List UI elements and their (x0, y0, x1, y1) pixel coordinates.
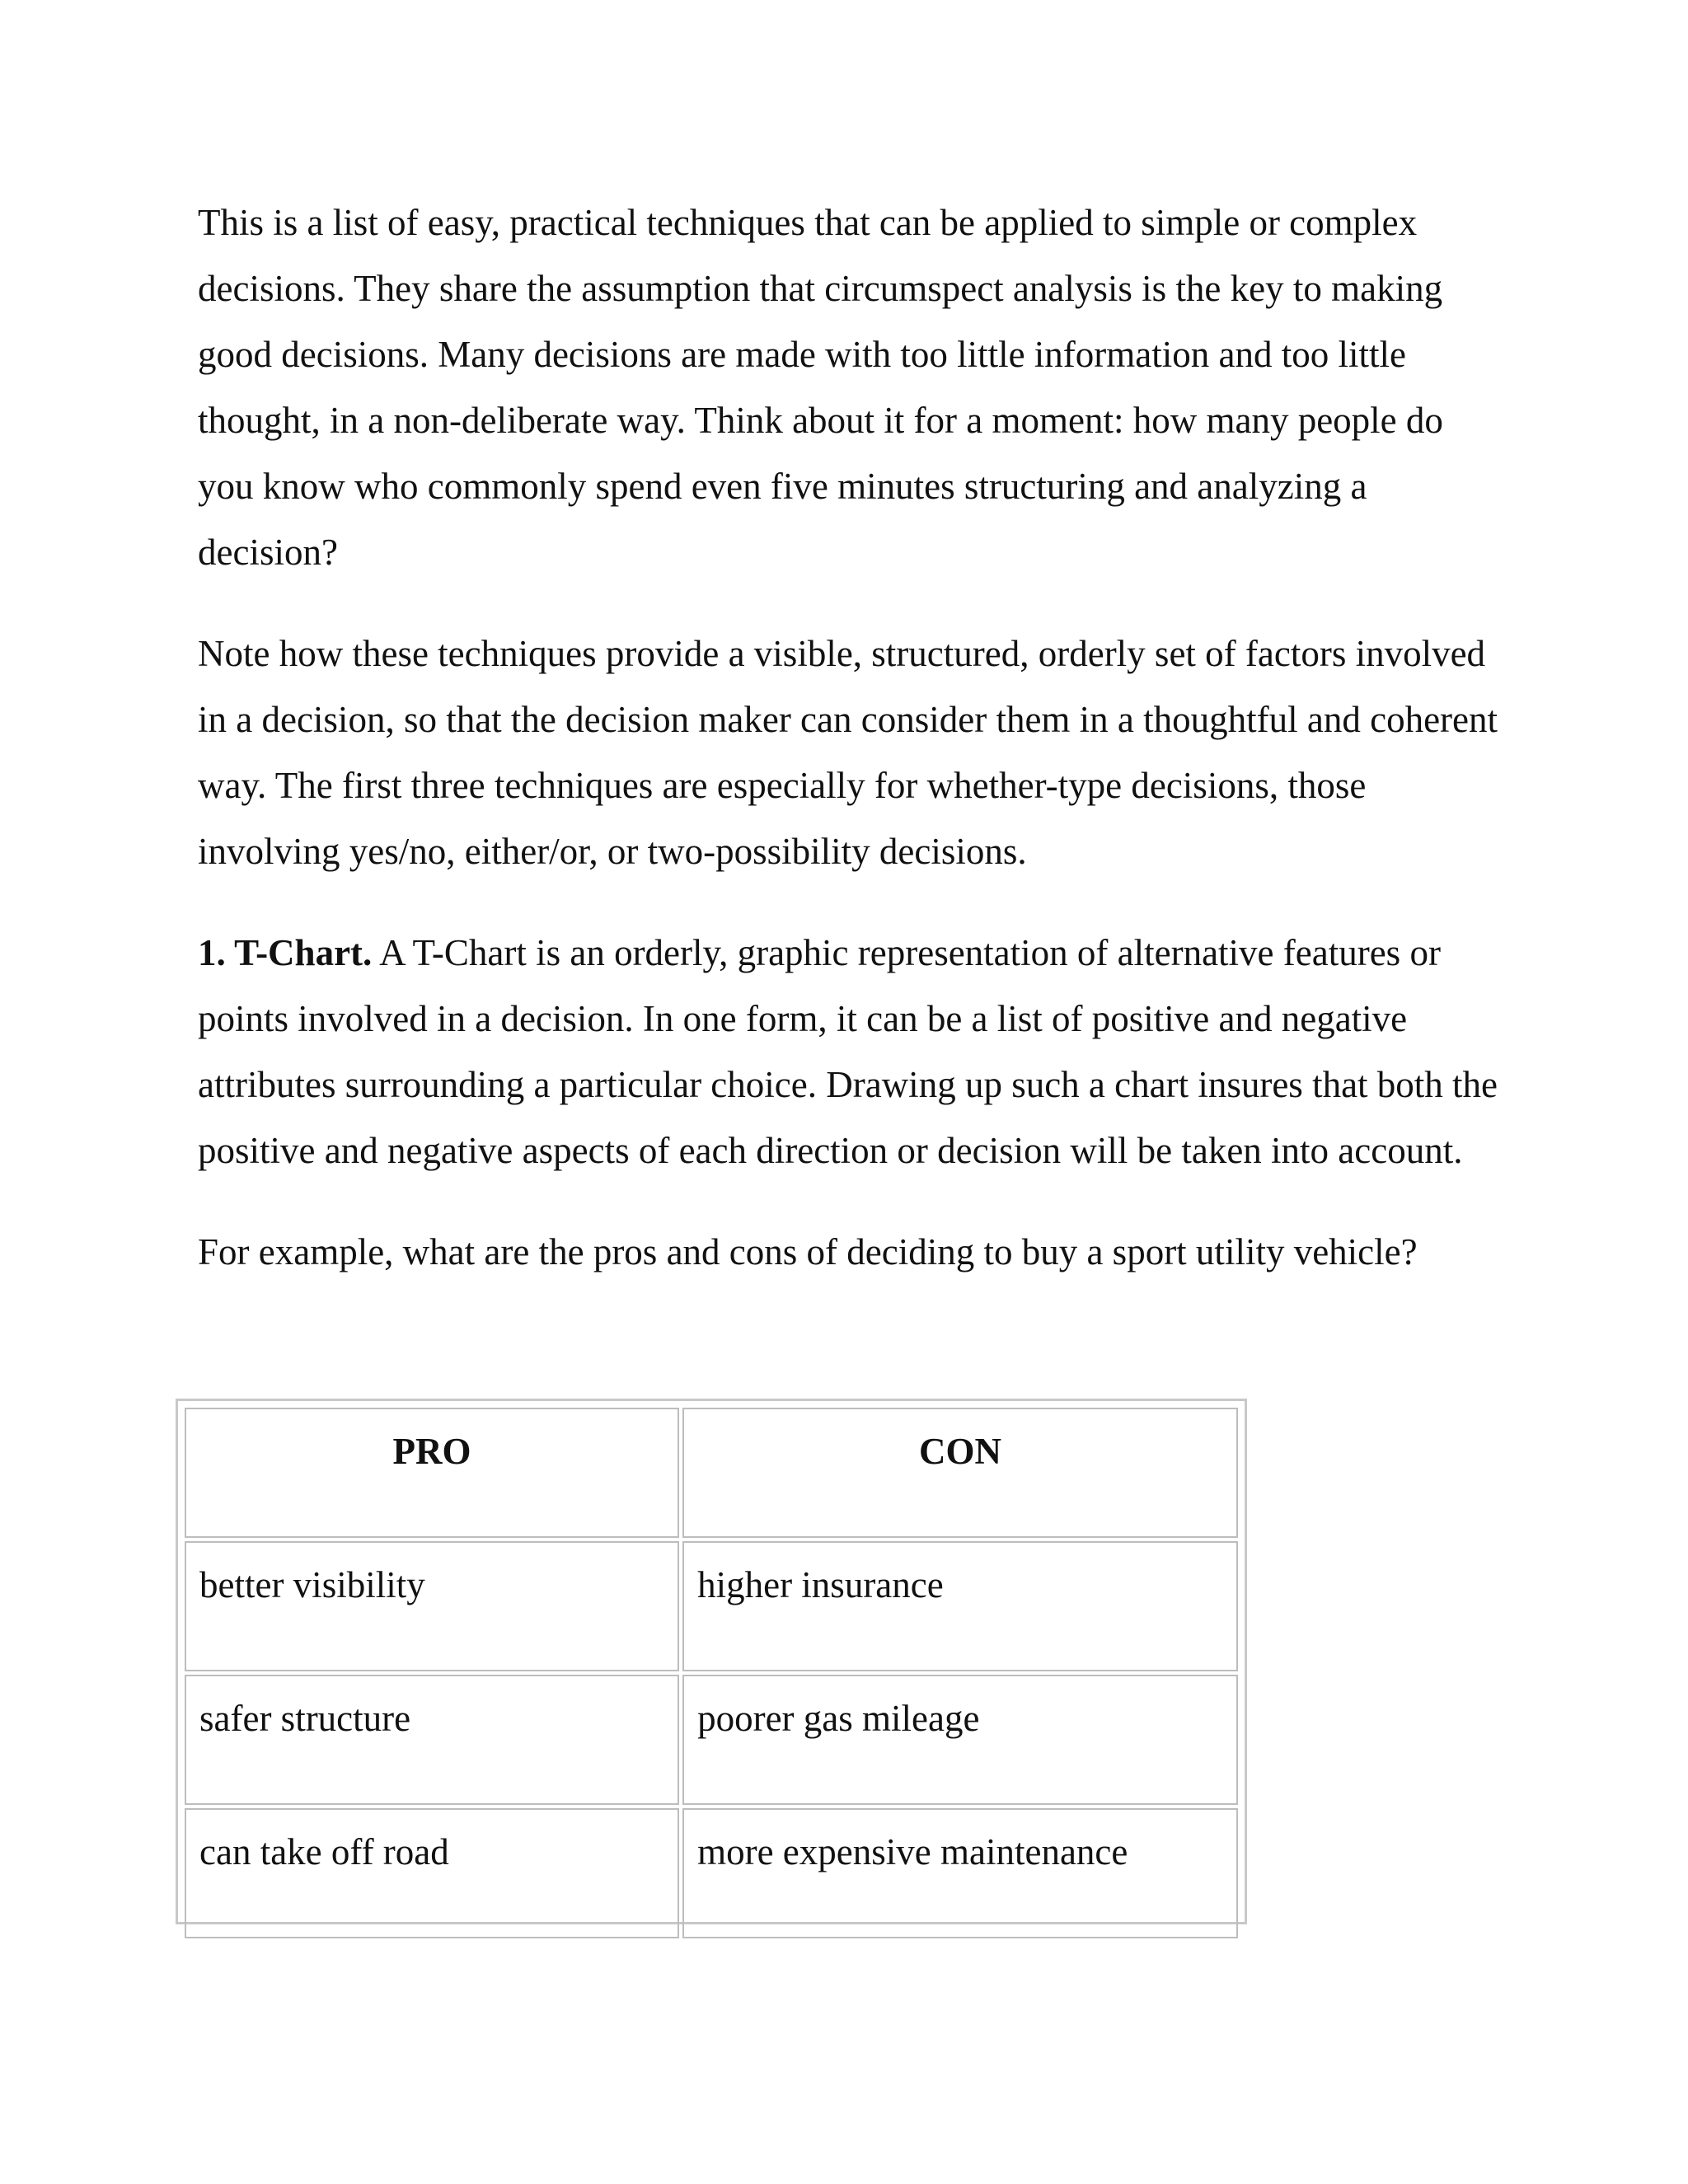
note-paragraph: Note how these techniques provide a visible, structured, orderly set of factors involved in a decision, so that the decision maker can consider them in a thoughtful and coherent way. The first three techniques are especially for whether-type decisions, those involving yes/no, either/or, or two-possibility decisions. (198, 633, 1498, 872)
tchart-paragraph (198, 920, 1500, 1183)
pro-cell: can take off road (185, 1808, 679, 1938)
con-cell: more expensive maintenance (682, 1808, 1238, 1938)
pro-header: PRO (185, 1408, 679, 1538)
con-cell: higher insurance (682, 1541, 1238, 1671)
tchart-description: A T-Chart is an orderly, graphic representation of alternative features or points involved in a decision. In one form, it can be a list of positive and negative attributes surrounding a particular choice. Drawing up such a chart insures that both the positive and negative aspects of each direction or decision will be taken into account. (198, 932, 1498, 1171)
pro-cell: safer structure (185, 1675, 679, 1805)
tchart-table-frame (176, 1399, 1247, 1924)
example-paragraph: For example, what are the pros and cons of deciding to buy a sport utility vehicle? (198, 1231, 1418, 1272)
tchart-heading: 1. T-Chart. (198, 932, 373, 973)
con-header: CON (682, 1408, 1238, 1538)
table-row (185, 1675, 1238, 1805)
table-row (185, 1808, 1238, 1938)
table-row (185, 1541, 1238, 1671)
pro-cell: better visibility (185, 1541, 679, 1671)
document-body (198, 190, 1517, 1320)
tchart-table (181, 1404, 1241, 1942)
con-cell: poorer gas mileage (682, 1675, 1238, 1805)
intro-paragraph: This is a list of easy, practical techniques that can be applied to simple or complex decisions. They share the assumption that circumspect analysis is the key to making good decisions. Many decisions are made with too little information and too little thought, in a non-deliberate way. Think about it for a moment: how many people do you know who commonly spend even five minutes structuring and analyzing a decision? (198, 202, 1443, 573)
table-header-row (185, 1408, 1238, 1538)
